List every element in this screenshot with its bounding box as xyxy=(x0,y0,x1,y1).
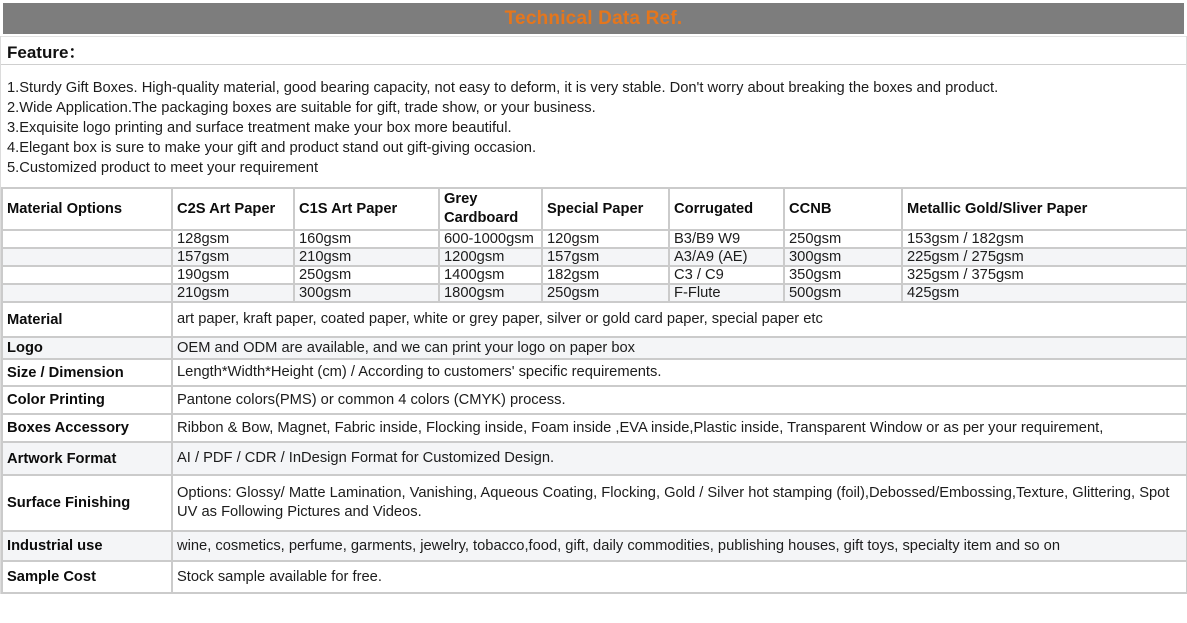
spec-cell: 160gsm xyxy=(294,230,439,248)
spec-cell: 300gsm xyxy=(294,284,439,302)
spec-cell: 425gsm xyxy=(902,284,1187,302)
row-label: Logo xyxy=(2,337,172,359)
spec-cell: 190gsm xyxy=(172,266,294,284)
row-value: wine, cosmetics, perfume, garments, jewelry, tobacco,food, gift, daily commodities, publishing houses, gift toys, specialty item and so on xyxy=(172,531,1187,561)
column-header: C1S Art Paper xyxy=(294,188,439,230)
spec-cell: 153gsm / 182gsm xyxy=(902,230,1187,248)
row-label: Surface Finishing xyxy=(2,475,172,531)
row-label: Industrial use xyxy=(2,531,172,561)
row-value: Options: Glossy/ Matte Lamination, Vanishing, Aqueous Coating, Flocking, Gold / Silver hot stamping (foil),Debossed/Embossing,Texture, Glittering, Spot UV as Following Pictures and Videos. xyxy=(172,475,1187,531)
spec-cell: 300gsm xyxy=(784,248,902,266)
table-row xyxy=(2,302,1187,337)
feature-item: 4.Elegant box is sure to make your gift and product stand out gift-giving occasion. xyxy=(7,140,537,156)
row-label: Artwork Format xyxy=(2,442,172,475)
column-header: Material Options xyxy=(2,188,172,230)
row-value: art paper, kraft paper, coated paper, white or grey paper, silver or gold card paper, special paper etc xyxy=(172,302,1187,337)
row-value: Pantone colors(PMS) or common 4 colors (CMYK) process. xyxy=(172,386,1187,414)
page-header-bar xyxy=(3,3,1184,34)
feature-heading: Feature： xyxy=(1,36,1186,65)
row-label: Color Printing xyxy=(2,386,172,414)
table-row xyxy=(2,442,1187,475)
spec-cell: 1200gsm xyxy=(439,248,542,266)
spec-cell xyxy=(2,284,172,302)
spec-cell: 157gsm xyxy=(542,248,669,266)
table-row xyxy=(2,266,1187,284)
spec-cell: 500gsm xyxy=(784,284,902,302)
column-header: Grey Cardboard xyxy=(439,188,542,230)
feature-item: 5.Customized product to meet your requirement xyxy=(7,160,319,176)
column-header: Metallic Gold/Sliver Paper xyxy=(902,188,1187,230)
feature-item: 1.Sturdy Gift Boxes. High-quality material, good bearing capacity, not easy to deform, it is very stable. Don't worry about breaking the boxes and product. xyxy=(7,80,999,96)
technical-data-table xyxy=(1,187,1187,594)
spec-cell xyxy=(2,266,172,284)
table-header-row xyxy=(2,188,1187,230)
table-row xyxy=(2,386,1187,414)
table-row xyxy=(2,337,1187,359)
feature-item: 2.Wide Application.The packaging boxes are suitable for gift, trade show, or your business. xyxy=(7,100,596,116)
spec-cell: B3/B9 W9 xyxy=(669,230,784,248)
spec-cell: C3 / C9 xyxy=(669,266,784,284)
column-header: Special Paper xyxy=(542,188,669,230)
row-label: Boxes Accessory xyxy=(2,414,172,442)
spec-cell: 350gsm xyxy=(784,266,902,284)
feature-item: 3.Exquisite logo printing and surface treatment make your box more beautiful. xyxy=(7,120,512,136)
spec-cell: 325gsm / 375gsm xyxy=(902,266,1187,284)
spec-cell: 120gsm xyxy=(542,230,669,248)
row-value: Stock sample available for free. xyxy=(172,561,1187,593)
table-row xyxy=(2,561,1187,593)
feature-list xyxy=(1,65,1186,187)
spec-cell: 1800gsm xyxy=(439,284,542,302)
page-title: Technical Data Ref. xyxy=(504,7,683,29)
row-label: Size / Dimension xyxy=(2,359,172,386)
table-row xyxy=(2,359,1187,386)
spec-cell: 182gsm xyxy=(542,266,669,284)
spec-cell: 250gsm xyxy=(542,284,669,302)
spec-cell: 210gsm xyxy=(294,248,439,266)
spec-cell: 128gsm xyxy=(172,230,294,248)
column-header: CCNB xyxy=(784,188,902,230)
spec-cell xyxy=(2,248,172,266)
page-body xyxy=(0,36,1187,594)
row-value: Length*Width*Height (cm) / According to customers' specific requirements. xyxy=(172,359,1187,386)
spec-cell: 600-1000gsm xyxy=(439,230,542,248)
spec-cell: 210gsm xyxy=(172,284,294,302)
spec-cell: F-Flute xyxy=(669,284,784,302)
spec-cell: 225gsm / 275gsm xyxy=(902,248,1187,266)
table-row xyxy=(2,414,1187,442)
spec-cell: 250gsm xyxy=(294,266,439,284)
column-header: C2S Art Paper xyxy=(172,188,294,230)
row-value: Ribbon & Bow, Magnet, Fabric inside, Flocking inside, Foam inside ,EVA inside,Plastic inside, Transparent Window or as per your requirement, xyxy=(172,414,1187,442)
spec-cell: 1400gsm xyxy=(439,266,542,284)
spec-cell xyxy=(2,230,172,248)
table-row xyxy=(2,531,1187,561)
spec-cell: 157gsm xyxy=(172,248,294,266)
table-row xyxy=(2,475,1187,531)
row-value: AI / PDF / CDR / InDesign Format for Customized Design. xyxy=(172,442,1187,475)
row-value: OEM and ODM are available, and we can print your logo on paper box xyxy=(172,337,1187,359)
spec-cell: A3/A9 (AE) xyxy=(669,248,784,266)
spec-cell: 250gsm xyxy=(784,230,902,248)
row-label: Sample Cost xyxy=(2,561,172,593)
column-header: Corrugated xyxy=(669,188,784,230)
table-row xyxy=(2,230,1187,248)
row-label: Material xyxy=(2,302,172,337)
table-row xyxy=(2,284,1187,302)
table-row xyxy=(2,248,1187,266)
